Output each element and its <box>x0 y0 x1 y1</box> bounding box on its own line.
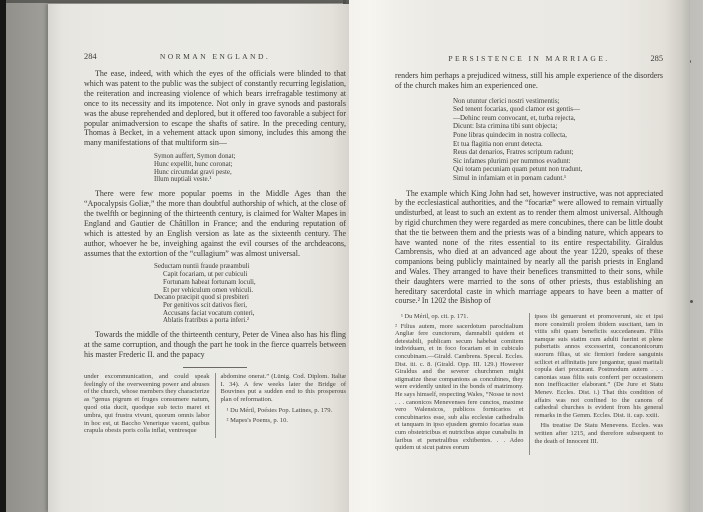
footnote-column-left <box>395 313 529 455</box>
running-head: PERSISTENCE IN MARRIAGE. <box>448 54 610 63</box>
footnote-text: His treatise De Statu Menevens. Eccles. was written after 1215, and therefore subsequent to the death of Innocent III. <box>534 422 663 445</box>
verse-line: —Dehinc reum convocant, et, turba rejecta, <box>453 113 576 122</box>
verse-line: Hunc expellit, hunc coronat; <box>154 160 233 168</box>
footnotes <box>395 313 663 455</box>
footnote-text: ¹ Du Méril, op. cit. p. 171. <box>401 313 469 321</box>
verse-line: Sic infames plurimi per nummos evadunt: <box>453 156 571 165</box>
verse-line: Dicunt: Ista crimina tibi sunt objecta; <box>453 122 558 131</box>
scan-artifact <box>690 300 693 303</box>
verse-line: Accusans faciat vocatum conteri, <box>163 309 255 317</box>
verse-line: Reus dat denarios, Fratres scriptum radunt; <box>453 148 574 157</box>
footnote-text: abdomine onerat.” (Lünig. Cod. Diplom. Italiæ I. 34). A few weeks later the Bridge of Bouvines put a sudden end to this prosperous plan of reformation. <box>220 372 346 404</box>
verse-line: Symon auffert, Symon donat; <box>154 153 236 161</box>
verse-line: Simul in infamiam et in pœnam cadunt.¹ <box>453 173 567 182</box>
verse-line: Qui totam pecuniam quam petunt non tradunt, <box>453 165 583 174</box>
left-page <box>48 4 349 512</box>
footnote-column-right <box>529 313 664 455</box>
body-paragraph: renders him perhaps a prejudiced witness, still his ample experience of the disorders of the church makes him an experienced one. <box>395 71 663 90</box>
verse-line: Non utuntur clerici nostri vestimentis; <box>453 96 560 105</box>
body-paragraph: The ease, indeed, with which the eyes of the officials were blinded to that which was patent to the public was the subject of constantly recurring legislation, the reiteration and increasing violence of which bears irrefragable testimony at once to its necessity and its impotence. Not only in grave synods and pastorals was the abuse reprehended and deplored, but it offered too favorable a subject for popular animadversion to escape the shafts of satire. In the preceding century, Thomas à Becket, in a vehement attack upon simony, includes this among the many manifestations of that multiform sin— <box>84 69 346 148</box>
verse-line: Fortunam habeat fortunam loculi, <box>163 278 256 286</box>
footnote-text: under excommunication, and could speak feelingly of the overweening power and abuses of the church, whose members they characterize as “genus pigrum et fruges consumere natum, quod otia ducit, quodque sub tecto maret et umbra, qui frustra vivunt, quorum omnis labor in hoc est, ut Baccho Venerique vacent, quibus crapula obesis poris colla inflat, ventresque <box>84 372 210 435</box>
verse-line: Ablatis fratribus a porta inferi.² <box>163 317 250 325</box>
verse-line: Per genitivos scit dativos fieri, <box>163 301 248 309</box>
verse-line: Capit focariam, ut per cubiculi <box>163 271 248 279</box>
page-number: 285 <box>650 54 663 63</box>
verse-line: Illum nuptiali veste.¹ <box>154 176 212 184</box>
page-number: 284 <box>84 52 97 61</box>
verse-line: Hunc circumdat gravi peste, <box>154 168 232 176</box>
body-paragraph: Towards the middle of the thirteenth century, Peter de Vinea also has his fling at the same corruption, and though the part he took in the fierce quarrels between his master Frederic II. and the papacy <box>84 330 346 359</box>
footnote-text: ¹ Du Méril, Poésies Pop. Latines, p. 179. <box>226 406 333 414</box>
right-page-header <box>395 54 663 65</box>
footnote-text: ipsos ibi genuerunt et promoverunt, sic et ipsi more consimili prolem ibidem suscitant, tam in vitiis sibi quam beneficiis succedaneam. Filiis namque suis statim cum adulti fuerint et plene pubertatis annos excesserint, concanonicorum suorum filias, ut sic firmiori fœdere sanguinis scilicet et affinitatis jure jungantur, quasi maritali copula dari procurant. Postmodum autem . . . canonias suas filiis suis conferri per occasionem non inefficaciter elaborant.” (De Jure et Statu Menev. Eccles. Dist. i.) That this condition of affairs was not confined to the canons of cathedral churches is evident from his general remarks in the Gemm. Eccles. Dist. ii. cap. xxiii. <box>534 313 663 419</box>
footnote-text: ² Filius autem, more sacerdotum parochialium Angliæ fere cunctorum, damnabili quidem et detestabili, publicam secum habebat comitem individuam, et in foco focariam et in cubiculo concubinam.—Girald. Cambrens. Specul. Eccles. Dist. iii. c. 8. (Girald. Opp. III. 129.) However Giraldus and the severer churchmen might stigmatize these companions as concubines, they were evidently united in the bonds of matrimony. He says himself, respecting Wales, “Nosse te novi . . . canonicos Menevenses fere cunctos, maxime vero Walensicos, publicos fornicarios et concubinarios esse, sub alia ecclesiæ cathedralis et tanquam in ipso ejusdem gremio focarias suas cum obstetricibus et nutricibus atque cunabulis in laribus et penetralibus exhibentes. . . Adeo quidem ut sicut patres eorum <box>395 322 524 452</box>
footnotes <box>84 373 346 438</box>
right-page-content <box>395 54 663 455</box>
verse-line: Sed tenent focarias, quod clamor est gentis— <box>453 105 580 114</box>
footnote-column-left <box>84 373 215 438</box>
film-edge-strip <box>0 0 6 512</box>
verse-line: Decano præcipit quod si presbiteri <box>154 294 249 302</box>
left-page-header <box>84 52 346 63</box>
right-page <box>349 0 690 512</box>
footnote-rule <box>183 367 247 368</box>
running-head: NORMAN ENGLAND. <box>159 52 271 61</box>
verse-block <box>154 263 346 325</box>
verse-line: Et tua flagitia non erunt detecta. <box>453 139 543 148</box>
verse-line: Pone libras quindecim in nostra collecta, <box>453 130 567 139</box>
footnote-column-right <box>215 373 347 438</box>
verse-block <box>453 97 663 183</box>
left-page-content <box>84 52 346 438</box>
verse-block <box>154 153 346 184</box>
verse-line: Et per vehiculum omen vehiculi. <box>163 286 254 294</box>
scan-artifact <box>6 0 346 3</box>
footnote-text: ² Mapes's Poems, p. 10. <box>226 416 288 424</box>
body-paragraph: There were few more popular poems in the Middle Ages than the “Apocalypsis Goliæ,” the more than doubtful authorship of which, at the close of the twelfth or beginning of the thirteenth century, is claimed for Walter Mapes in England and Gautier de Châtillon in France; and the enduring reputation of which is attested by an English version as late as the sixteenth century. The author, whoever he be, inveighing against the evil courses of the archdeacons, assumes that the extortion of the “cullagium” was almost universal. <box>84 189 346 258</box>
body-paragraph: The example which King John had set, however instructive, was not appreciated by the ecclesiastical authorities, and the “focariæ” were allowed to remain virtually undisturbed, at least to such an extent as to render them almost universal. Although by rigid churchmen they were regarded as mere concubines, there can be little doubt that the tie between them and the priests was of a binding nature, which appears to have wanted none of the rites essential to its entire respectability. Giraldus Cambrensis, who died at an advanced age about the year 1220, speaks of these companions being publicly maintained by nearly all the parish priests in England and Wales. They arranged to have their benefices transmitted to their sons, while their daughters were married to the sons of other priests, thus establishing an hereditary sacerdotal caste in which marriage appears to have been a matter of course.² In 1202 the Bishop of <box>395 188 663 306</box>
verse-line: Seductam nuntii fraude præambuli <box>154 263 250 271</box>
